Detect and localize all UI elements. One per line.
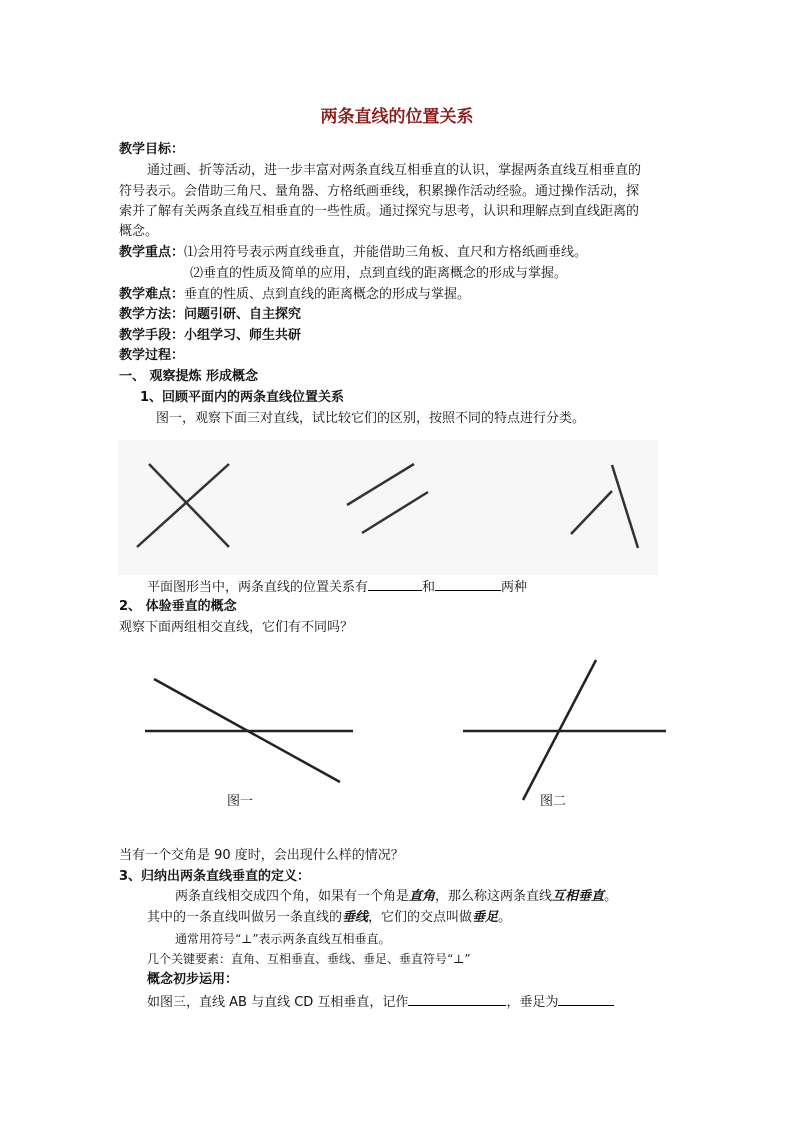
difficulties-text: 垂直的性质、点到直线的距离概念的形成与掌握。 bbox=[184, 287, 471, 302]
fig-a-label: 图一 bbox=[227, 794, 254, 809]
objectives-line-2: 符号表示。会借助三角尺、量角器、方格纸画垂线，积累操作活动经验。通过操作活动，探 bbox=[119, 184, 640, 199]
def-term-perpendicular-line: 垂线 bbox=[342, 910, 369, 925]
method-text: 问题引研、自主探究 bbox=[184, 307, 302, 322]
blank-foot[interactable] bbox=[558, 991, 614, 1006]
figure-intersecting-lines bbox=[118, 650, 678, 820]
symbol-line: 通常用符号“⊥”表示两条直线互相垂直。 bbox=[175, 932, 391, 946]
objectives-line-4: 概念。 bbox=[119, 224, 159, 239]
def-text-e: 。 bbox=[604, 889, 618, 904]
fill-text-a: 平面图形当中，两条直线的位置关系有 bbox=[147, 580, 369, 595]
def-term-foot: 垂足 bbox=[472, 910, 499, 925]
definition-line-1 bbox=[175, 887, 617, 907]
fig1-instruction: 图一，观察下面三对直线，试比较它们的区别，按照不同的特点进行分类。 bbox=[156, 411, 586, 426]
apply-sentence bbox=[147, 991, 614, 1013]
method bbox=[119, 305, 301, 325]
blank-1[interactable] bbox=[368, 576, 422, 591]
blank-notation[interactable] bbox=[408, 991, 506, 1006]
definition-line-2 bbox=[147, 908, 511, 928]
method-label: 教学方法： bbox=[119, 307, 185, 322]
process-label: 教学过程： bbox=[119, 348, 185, 363]
objectives-line-3: 索并了解有关两条直线互相垂直的一些性质。通过探究与思考，认识和理解点到直线距离的 bbox=[119, 204, 640, 219]
figure-background bbox=[118, 440, 658, 575]
def-term-perpendicular: 互相垂直 bbox=[552, 889, 605, 904]
section2-prompt: 观察下面两组相交直线，它们有不同吗？ bbox=[119, 620, 354, 635]
key-points bbox=[119, 243, 587, 263]
apply-label: 概念初步运用： bbox=[147, 972, 239, 987]
difficulties-label: 教学难点： bbox=[119, 287, 185, 302]
key-point-2: ⑵垂直的性质及简单的应用，点到直线的距离概念的形成与掌握。 bbox=[190, 266, 568, 281]
section2-heading: 2、 体验垂直的概念 bbox=[119, 599, 237, 614]
fill-text-c: 两种 bbox=[501, 580, 528, 595]
fill-text-b: 和 bbox=[422, 580, 436, 595]
page-title: 两条直线的位置关系 bbox=[320, 107, 474, 127]
key-elements: 几个关键要素：直角、互相垂直、垂线、垂足、垂直符号“⊥” bbox=[147, 952, 471, 966]
section1-sub1: 1、回顾平面内的两条直线位置关系 bbox=[140, 390, 345, 405]
means bbox=[119, 326, 301, 346]
def2-text-a: 其中的一条直线叫做另一条直线的 bbox=[147, 910, 343, 925]
objectives-label: 教学目标： bbox=[119, 142, 185, 157]
means-label: 教学手段： bbox=[119, 328, 185, 343]
def-text-c: ，那么称这两条直线 bbox=[435, 889, 553, 904]
apply-text-a: 如图三，直线 AB 与直线 CD 互相垂直，记作 bbox=[147, 995, 409, 1010]
def2-text-e: 。 bbox=[498, 910, 512, 925]
def2-text-c: ，它们的交点叫做 bbox=[368, 910, 473, 925]
fill-in-sentence bbox=[147, 576, 527, 598]
key-points-label: 教学重点： bbox=[119, 245, 185, 260]
section1-heading: 一、 观察提炼 形成概念 bbox=[119, 369, 259, 384]
figure-three-line-pairs bbox=[118, 440, 658, 575]
means-text: 小组学习、师生共研 bbox=[184, 328, 302, 343]
blank-2[interactable] bbox=[435, 576, 501, 591]
def-text-a: 两条直线相交成四个角，如果有一个角是 bbox=[175, 889, 410, 904]
key-point-1: ⑴会用符号表示两直线垂直，并能借助三角板、直尺和方格纸画垂线。 bbox=[184, 245, 588, 260]
section3-heading: 3、归纳出两条直线垂直的定义： bbox=[119, 869, 311, 884]
apply-text-b: ，垂足为 bbox=[506, 995, 559, 1010]
right-angle-question: 当有一个交角是 90 度时，会出现什么样的情况？ bbox=[119, 848, 404, 863]
def-term-right-angle: 直角 bbox=[409, 889, 436, 904]
objectives-line-1: 通过画、折等活动，进一步丰富对两条直线互相垂直的认识，掌握两条直线互相垂直的 bbox=[147, 163, 642, 178]
fig-b-label: 图二 bbox=[540, 794, 567, 809]
difficulties bbox=[119, 285, 470, 305]
